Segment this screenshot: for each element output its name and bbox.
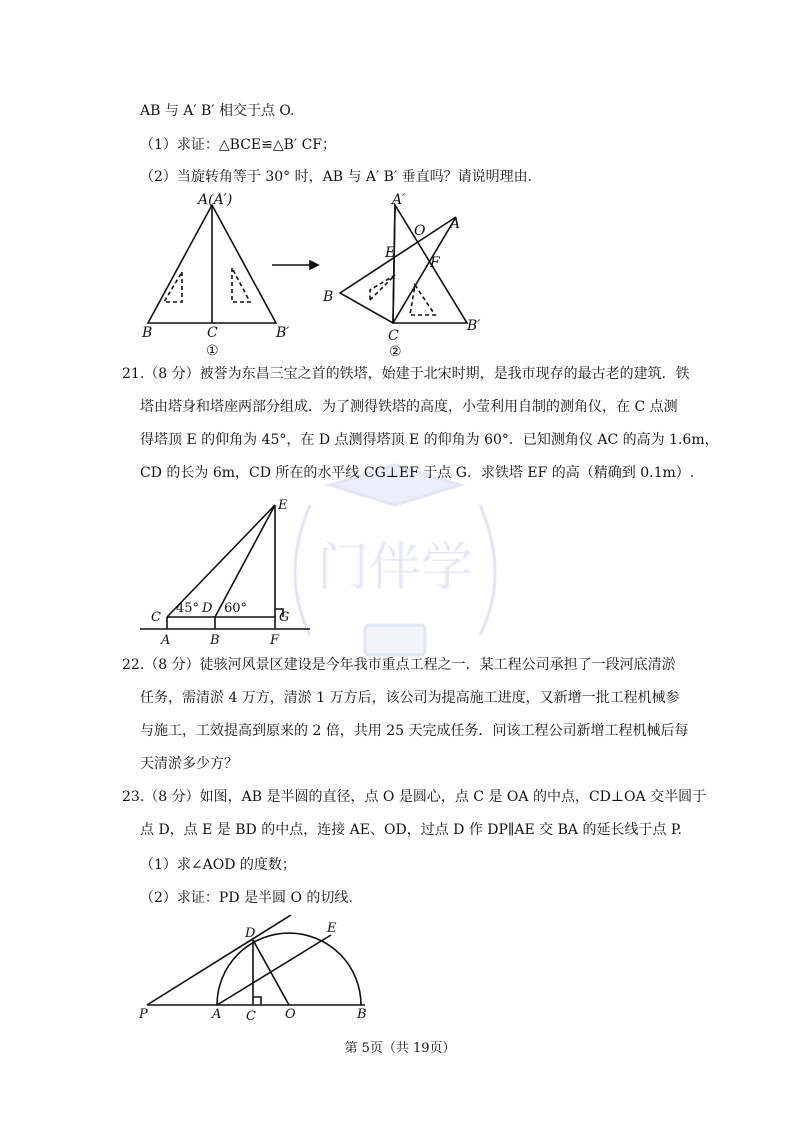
- q20-line1: AB 与 A′ B′ 相交于点 O.: [140, 103, 295, 119]
- fig2-label-A: A: [450, 216, 461, 232]
- q23-figure: [135, 915, 380, 1030]
- fig23-label-D: D: [245, 926, 256, 941]
- fig21-label-B: B: [210, 633, 220, 648]
- fig21-label-A: A: [161, 633, 171, 648]
- q21-line1: 21.（8 分）被誉为东昌三宝之首的铁塔，始建于北宋时期，是我市现存的最古老的建筑．铁: [122, 366, 690, 382]
- q22-line4: 天清淤多少方？: [140, 756, 238, 772]
- fig21-label-E: E: [278, 498, 288, 513]
- q21-line4: CD 的长为 6m，CD 所在的水平线 CG⊥EF 于点 G．求铁塔 EF 的高（精确到 0.1m）.: [140, 465, 695, 481]
- fig1-number: ①: [206, 343, 219, 359]
- q22-line1: 22.（8 分）徒骇河风景区建设是今年我市重点工程之一．某工程公司承担了一段河底清淤: [122, 657, 676, 673]
- fig1-label-C: C: [207, 325, 218, 341]
- fig2-label-O: O: [414, 223, 426, 239]
- q20-part1: （1）求证：△BCE≌△B′ CF；: [140, 137, 336, 153]
- fig2-label-F: F: [430, 255, 440, 271]
- fig2-label-A2: A′: [392, 192, 406, 208]
- fig21-angle-60: 60°: [224, 601, 248, 616]
- fig1-label-B: B: [142, 325, 153, 341]
- fig21-label-G: G: [279, 610, 290, 625]
- fig1-label-A: A(A′): [198, 192, 233, 208]
- q22-line3: 与施工，工效提高到原来的 2 倍，共用 25 天完成任务．问该工程公司新增工程机械后每: [140, 723, 689, 739]
- q20-figures: [130, 190, 490, 360]
- fig23-label-P: P: [139, 1007, 148, 1022]
- q23-line1: 23.（8 分）如图，AB 是半圆的直径，点 O 是圆心，点 C 是 OA 的中点，CD⊥OA 交半圆于: [122, 789, 707, 805]
- page-footer: 第 5页（共 19页）: [344, 1041, 456, 1056]
- fig23-label-A: A: [212, 1007, 222, 1022]
- fig2-label-B2: B′: [467, 318, 481, 334]
- fig2-label-E: E: [385, 245, 396, 261]
- fig2-label-C: C: [388, 328, 399, 344]
- fig2-number: ②: [389, 344, 402, 360]
- fig23-label-C: C: [246, 1009, 256, 1024]
- q23-part1: （1）求∠AOD 的度数；: [140, 857, 296, 873]
- fig21-label-C: C: [151, 610, 161, 625]
- fig23-label-E: E: [327, 921, 337, 936]
- q21-line3: 得塔顶 E 的仰角为 45°，在 D 点测得塔顶 E 的仰角为 60°．已知测角仪 AC 的高为 1.6m，: [140, 432, 719, 448]
- fig23-label-B: B: [357, 1007, 367, 1022]
- q21-line2: 塔由塔身和塔座两部分组成．为了测得铁塔的高度，小莹利用自制的测角仪，在 C 点测: [140, 399, 678, 415]
- fig21-label-F: F: [270, 633, 280, 648]
- fig23-label-O: O: [285, 1007, 296, 1022]
- q21-figure: [135, 495, 315, 650]
- fig21-label-D: D: [202, 601, 213, 616]
- fig21-angle-45: 45°: [176, 601, 200, 616]
- fig1-label-B2: B′: [276, 325, 290, 341]
- q20-part2: （2）当旋转角等于 30° 时，AB 与 A′ B′ 垂直吗？请说明理由.: [140, 169, 533, 185]
- q23-line2: 点 D，点 E 是 BD 的中点，连接 AE、OD，过点 D 作 DP∥AE 交 BA 的延长线于点 P.: [140, 822, 682, 838]
- q22-line2: 任务，需清淤 4 万方，清淤 1 万方后，该公司为提高施工进度，又新增一批工程机械参: [140, 690, 680, 706]
- watermark-text: 门伴学: [316, 538, 474, 598]
- fig2-label-B: B: [323, 289, 334, 305]
- q23-part2: （2）求证：PD 是半圆 O 的切线.: [140, 890, 353, 906]
